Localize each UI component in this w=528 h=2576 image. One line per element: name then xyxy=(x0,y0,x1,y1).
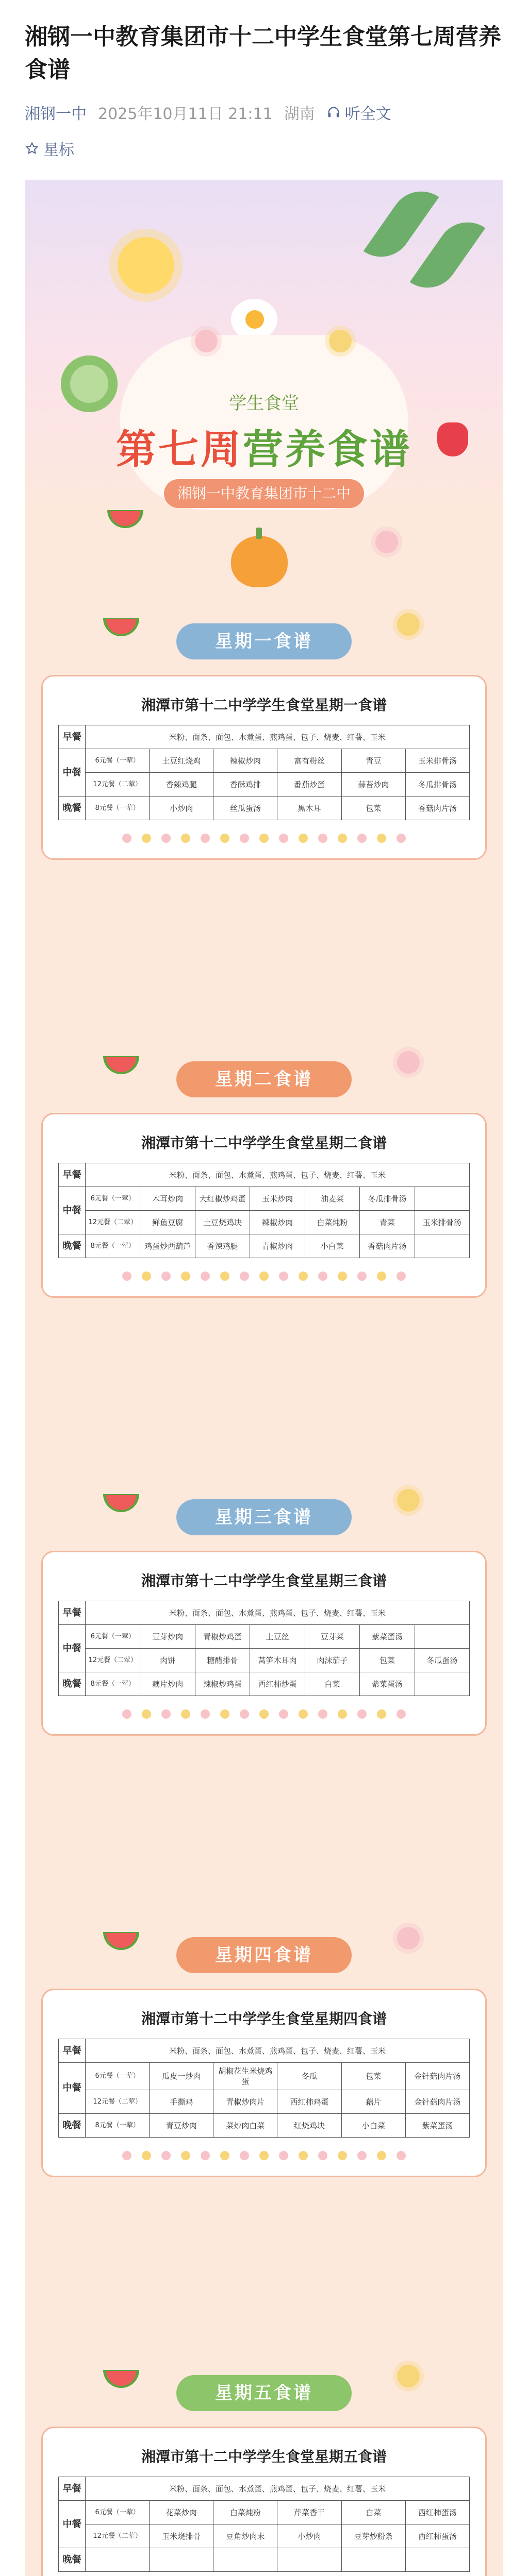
meal-label: 晚餐 xyxy=(59,2548,86,2572)
dish-cell: 富有粉丝 xyxy=(277,749,341,773)
table-row xyxy=(59,749,470,773)
meal-label: 晚餐 xyxy=(59,1234,86,1258)
poster-title-week: 第七周 xyxy=(116,427,243,473)
dish-cell: 青椒炒肉 xyxy=(250,1234,305,1258)
dish-cell: 丝瓜蛋汤 xyxy=(213,796,277,820)
pumpkin-icon xyxy=(231,536,288,587)
watermelon-icon xyxy=(98,2360,144,2406)
watermelon-icon xyxy=(98,608,144,654)
price-cell: 12元餐（二荤） xyxy=(86,1649,140,1672)
fried-egg-icon xyxy=(231,299,277,340)
dish-cell: 辣椒炒肉 xyxy=(213,749,277,773)
dish-cell: 小炒肉 xyxy=(150,796,213,820)
dish-cell: 冬瓜排骨汤 xyxy=(405,773,469,796)
dish-cell: 香辣鸡腿 xyxy=(150,773,213,796)
dish-cell: 包菜 xyxy=(360,1649,415,1672)
table-row xyxy=(59,2477,470,2501)
dish-cell: 青豆 xyxy=(341,749,405,773)
dish-cell: 香辣鸡腿 xyxy=(195,1234,250,1258)
price-cell: 8元餐（一荤） xyxy=(86,1234,140,1258)
menu-table-title: 湘潭市第十二中学学生食堂星期三食谱 xyxy=(141,1572,387,1589)
dish-cell: 瓜皮一炒肉 xyxy=(150,2063,213,2090)
table-row xyxy=(59,1672,470,1696)
dish-cell: 玉米烧排骨 xyxy=(150,2524,213,2548)
dish-cell: 肉饼 xyxy=(140,1649,195,1672)
day-pill: 星期五食谱 xyxy=(176,2375,352,2411)
meal-label: 早餐 xyxy=(59,1163,86,1187)
dish-cell: 西红柿鸡蛋 xyxy=(277,2090,341,2114)
school-pill: 湘钢一中教育集团市十二中 xyxy=(164,479,364,508)
dish-cell: 芹菜香干 xyxy=(277,2501,341,2524)
dish-cell xyxy=(277,2548,341,2572)
price-cell xyxy=(86,2548,150,2572)
menu-card xyxy=(41,1989,487,2177)
dish-cell: 玉米排骨汤 xyxy=(415,1211,469,1234)
menu-table-title: 湘潭市第十二中学学生食堂星期四食谱 xyxy=(141,2010,387,2027)
dish-cell: 西红柿蛋汤 xyxy=(405,2501,469,2524)
meal-label: 晚餐 xyxy=(59,2114,86,2138)
flower-icon xyxy=(375,531,398,553)
meal-label: 中餐 xyxy=(59,2501,86,2548)
dish-cell: 紫菜蛋汤 xyxy=(360,1625,415,1649)
dish-cell: 木耳炒肉 xyxy=(140,1187,195,1211)
dish-cell: 小白菜 xyxy=(305,1234,359,1258)
breakfast-items: 米粉、面条、面包、水煮蛋、煎鸡蛋、包子、烧麦、红薯、玉米 xyxy=(86,2477,470,2501)
dish-cell: 包菜 xyxy=(341,796,405,820)
menu-table xyxy=(58,2039,470,2138)
menu-table-title: 湘潭市第十二中学学生食堂星期一食谱 xyxy=(141,697,387,714)
meal-label: 晚餐 xyxy=(59,796,86,820)
breakfast-items: 米粉、面条、面包、水煮蛋、煎鸡蛋、包子、烧麦、红薯、玉米 xyxy=(86,1163,470,1187)
price-cell: 8元餐（一荤） xyxy=(86,796,150,820)
dish-cell: 青豆炒肉 xyxy=(150,2114,213,2138)
dish-cell: 西红柿蛋汤 xyxy=(405,2524,469,2548)
price-cell: 12元餐（二荤） xyxy=(86,2090,150,2114)
price-cell: 6元餐（一荤） xyxy=(86,749,150,773)
dish-cell: 香菇肉片汤 xyxy=(405,796,469,820)
dish-cell: 辣椒炒肉 xyxy=(250,1211,305,1234)
menu-table-title: 湘潭市第十二中学学生食堂星期五食谱 xyxy=(141,2448,387,2465)
strawberry-icon xyxy=(437,422,468,456)
account-link[interactable]: 湘钢一中 xyxy=(25,105,87,123)
dish-cell xyxy=(415,1187,469,1211)
day-pill: 星期三食谱 xyxy=(176,1499,352,1535)
dish-cell: 玉米炒肉 xyxy=(250,1187,305,1211)
price-cell: 8元餐（一荤） xyxy=(86,1672,140,1696)
dish-cell xyxy=(150,2548,213,2572)
decorative-dots xyxy=(58,834,470,843)
price-cell: 6元餐（一荤） xyxy=(86,2063,150,2090)
dish-cell: 小白菜 xyxy=(341,2114,405,2138)
table-row xyxy=(59,1625,470,1649)
dish-cell: 豆芽炒粉条 xyxy=(341,2524,405,2548)
flower-icon xyxy=(397,2365,420,2387)
day-pill: 星期四食谱 xyxy=(176,1937,352,1973)
meal-label: 中餐 xyxy=(59,1625,86,1672)
watermelon-icon xyxy=(102,500,148,546)
dish-cell: 冬瓜排骨汤 xyxy=(360,1187,415,1211)
dish-cell: 冬瓜蛋汤 xyxy=(415,1649,469,1672)
table-row xyxy=(59,1163,470,1187)
dish-cell: 白菜炖粉 xyxy=(213,2501,277,2524)
table-row xyxy=(59,2524,470,2548)
menu-table xyxy=(58,725,470,820)
flower-icon xyxy=(397,1051,420,1074)
menu-card xyxy=(41,675,487,860)
dish-cell: 手撕鸡 xyxy=(150,2090,213,2114)
meal-label: 晚餐 xyxy=(59,1672,86,1696)
dish-cell xyxy=(405,2548,469,2572)
table-row xyxy=(59,796,470,820)
dish-cell xyxy=(213,2548,277,2572)
meal-label: 早餐 xyxy=(59,1601,86,1625)
dish-cell: 紫菜蛋汤 xyxy=(405,2114,469,2138)
dish-cell: 大红椒炒鸡蛋 xyxy=(195,1187,250,1211)
dish-cell xyxy=(415,1625,469,1649)
dish-cell: 油麦菜 xyxy=(305,1187,359,1211)
dish-cell: 藕片炒肉 xyxy=(140,1672,195,1696)
table-row xyxy=(59,2501,470,2524)
table-row xyxy=(59,1234,470,1258)
star-button[interactable] xyxy=(25,137,503,160)
meal-label: 中餐 xyxy=(59,749,86,796)
menu-table xyxy=(58,1601,470,1696)
dish-cell: 蒜苔炒肉 xyxy=(341,773,405,796)
dish-cell: 小炒肉 xyxy=(277,2524,341,2548)
table-row xyxy=(59,725,470,749)
table-row xyxy=(59,2114,470,2138)
dish-cell: 菜炒肉白菜 xyxy=(213,2114,277,2138)
poster-title xyxy=(87,417,441,475)
dish-cell: 肉沫茄子 xyxy=(305,1649,359,1672)
meal-label: 早餐 xyxy=(59,2477,86,2501)
table-row xyxy=(59,1187,470,1211)
sun-icon xyxy=(118,237,174,294)
dish-cell: 白菜 xyxy=(305,1672,359,1696)
publish-date: 2025年10月11日 21:11 xyxy=(98,105,273,123)
poster-subtitle: 学生食堂 xyxy=(229,393,299,414)
dish-cell: 糖醋排骨 xyxy=(195,1649,250,1672)
table-row xyxy=(59,2063,470,2090)
table-row xyxy=(59,1601,470,1625)
watermelon-icon xyxy=(98,1484,144,1530)
publish-location: 湖南 xyxy=(284,105,315,123)
dish-cell: 豆芽菜 xyxy=(305,1625,359,1649)
flower-icon xyxy=(397,613,420,636)
dish-cell: 土豆烧鸡块 xyxy=(195,1211,250,1234)
dish-cell: 香菇肉片汤 xyxy=(360,1234,415,1258)
dish-cell: 藕片 xyxy=(341,2090,405,2114)
meal-label: 早餐 xyxy=(59,725,86,749)
dish-cell: 包菜 xyxy=(341,2063,405,2090)
dish-cell: 紫菜蛋汤 xyxy=(360,1672,415,1696)
dish-cell: 胡椒花生米烧鸡蛋 xyxy=(213,2063,277,2090)
menu-card xyxy=(41,1113,487,1298)
price-cell: 6元餐（一荤） xyxy=(86,1187,140,1211)
flower-icon xyxy=(195,330,218,352)
price-cell: 12元餐（二荤） xyxy=(86,2524,150,2548)
dish-cell: 鲜鱼豆腐 xyxy=(140,1211,195,1234)
dish-cell: 白菜炖粉 xyxy=(305,1211,359,1234)
cabbage-icon xyxy=(61,355,118,412)
star-icon xyxy=(25,141,39,156)
breakfast-items: 米粉、面条、面包、水煮蛋、煎鸡蛋、包子、烧麦、红薯、玉米 xyxy=(86,725,470,749)
meal-label: 中餐 xyxy=(59,2063,86,2114)
price-cell: 6元餐（一荤） xyxy=(86,1625,140,1649)
dish-cell: 番茄炒蛋 xyxy=(277,773,341,796)
dish-cell: 土豆丝 xyxy=(250,1625,305,1649)
article-title: 湘钢一中教育集团市十二中学生食堂第七周营养食谱 xyxy=(25,24,501,83)
table-row xyxy=(59,773,470,796)
menu-table xyxy=(58,1163,470,1258)
article-meta xyxy=(25,101,503,124)
breakfast-items: 米粉、面条、面包、水煮蛋、煎鸡蛋、包子、烧麦、红薯、玉米 xyxy=(86,1601,470,1625)
day-pill: 星期一食谱 xyxy=(176,623,352,659)
menu-card xyxy=(41,2427,487,2576)
table-row xyxy=(59,1211,470,1234)
price-cell: 8元餐（一荤） xyxy=(86,2114,150,2138)
menu-card xyxy=(41,1551,487,1736)
price-cell: 12元餐（二荤） xyxy=(86,773,150,796)
dish-cell: 青菜 xyxy=(360,1211,415,1234)
headphones-icon xyxy=(326,105,341,120)
table-row xyxy=(59,2039,470,2063)
flower-icon xyxy=(329,330,352,352)
price-cell: 6元餐（一荤） xyxy=(86,2501,150,2524)
menu-table-title: 湘潭市第十二中学学生食堂星期二食谱 xyxy=(141,1134,387,1151)
dish-cell: 鸡蛋炒西葫芦 xyxy=(140,1234,195,1258)
listen-button[interactable] xyxy=(326,101,391,124)
listen-label: 听全文 xyxy=(344,105,391,123)
dish-cell xyxy=(341,2548,405,2572)
dish-cell: 金针菇肉片汤 xyxy=(405,2063,469,2090)
dish-cell: 花菜炒肉 xyxy=(150,2501,213,2524)
dish-cell: 白菜 xyxy=(341,2501,405,2524)
meal-label: 中餐 xyxy=(59,1187,86,1234)
decorative-dots xyxy=(58,1709,470,1719)
dish-cell: 青椒炒肉片 xyxy=(213,2090,277,2114)
dish-cell: 青椒炒鸡蛋 xyxy=(195,1625,250,1649)
table-row xyxy=(59,1649,470,1672)
day-pill: 星期二食谱 xyxy=(176,1061,352,1097)
flower-icon xyxy=(397,1927,420,1950)
dish-cell: 红烧鸡块 xyxy=(277,2114,341,2138)
flower-icon xyxy=(397,1489,420,1512)
dish-cell: 玉米排骨汤 xyxy=(405,749,469,773)
dish-cell: 豆芽炒肉 xyxy=(140,1625,195,1649)
dish-cell: 西红柿炒蛋 xyxy=(250,1672,305,1696)
table-row xyxy=(59,2090,470,2114)
watermelon-icon xyxy=(98,1046,144,1092)
breakfast-items: 米粉、面条、面包、水煮蛋、煎鸡蛋、包子、烧麦、红薯、玉米 xyxy=(86,2039,470,2063)
price-cell: 12元餐（二荤） xyxy=(86,1211,140,1234)
dish-cell xyxy=(415,1672,469,1696)
meal-label: 早餐 xyxy=(59,2039,86,2063)
dish-cell: 豆角炒肉末 xyxy=(213,2524,277,2548)
dish-cell: 金针菇肉片汤 xyxy=(405,2090,469,2114)
dish-cell xyxy=(415,1234,469,1258)
dish-cell: 土豆红烧鸡 xyxy=(150,749,213,773)
dish-cell: 辣椒炒鸡蛋 xyxy=(195,1672,250,1696)
decorative-dots xyxy=(58,2151,470,2160)
dish-cell: 冬瓜 xyxy=(277,2063,341,2090)
menu-table xyxy=(58,2477,470,2572)
menu-poster xyxy=(25,180,503,2576)
table-row xyxy=(59,2548,470,2572)
dish-cell: 香酥鸡排 xyxy=(213,773,277,796)
article-header xyxy=(0,0,528,170)
dish-cell: 黑木耳 xyxy=(277,796,341,820)
watermelon-icon xyxy=(98,1922,144,1968)
dish-cell: 莴笋木耳肉 xyxy=(250,1649,305,1672)
poster-title-menu: 营养食谱 xyxy=(243,427,412,473)
decorative-dots xyxy=(58,1272,470,1281)
star-label: 星标 xyxy=(43,141,74,159)
